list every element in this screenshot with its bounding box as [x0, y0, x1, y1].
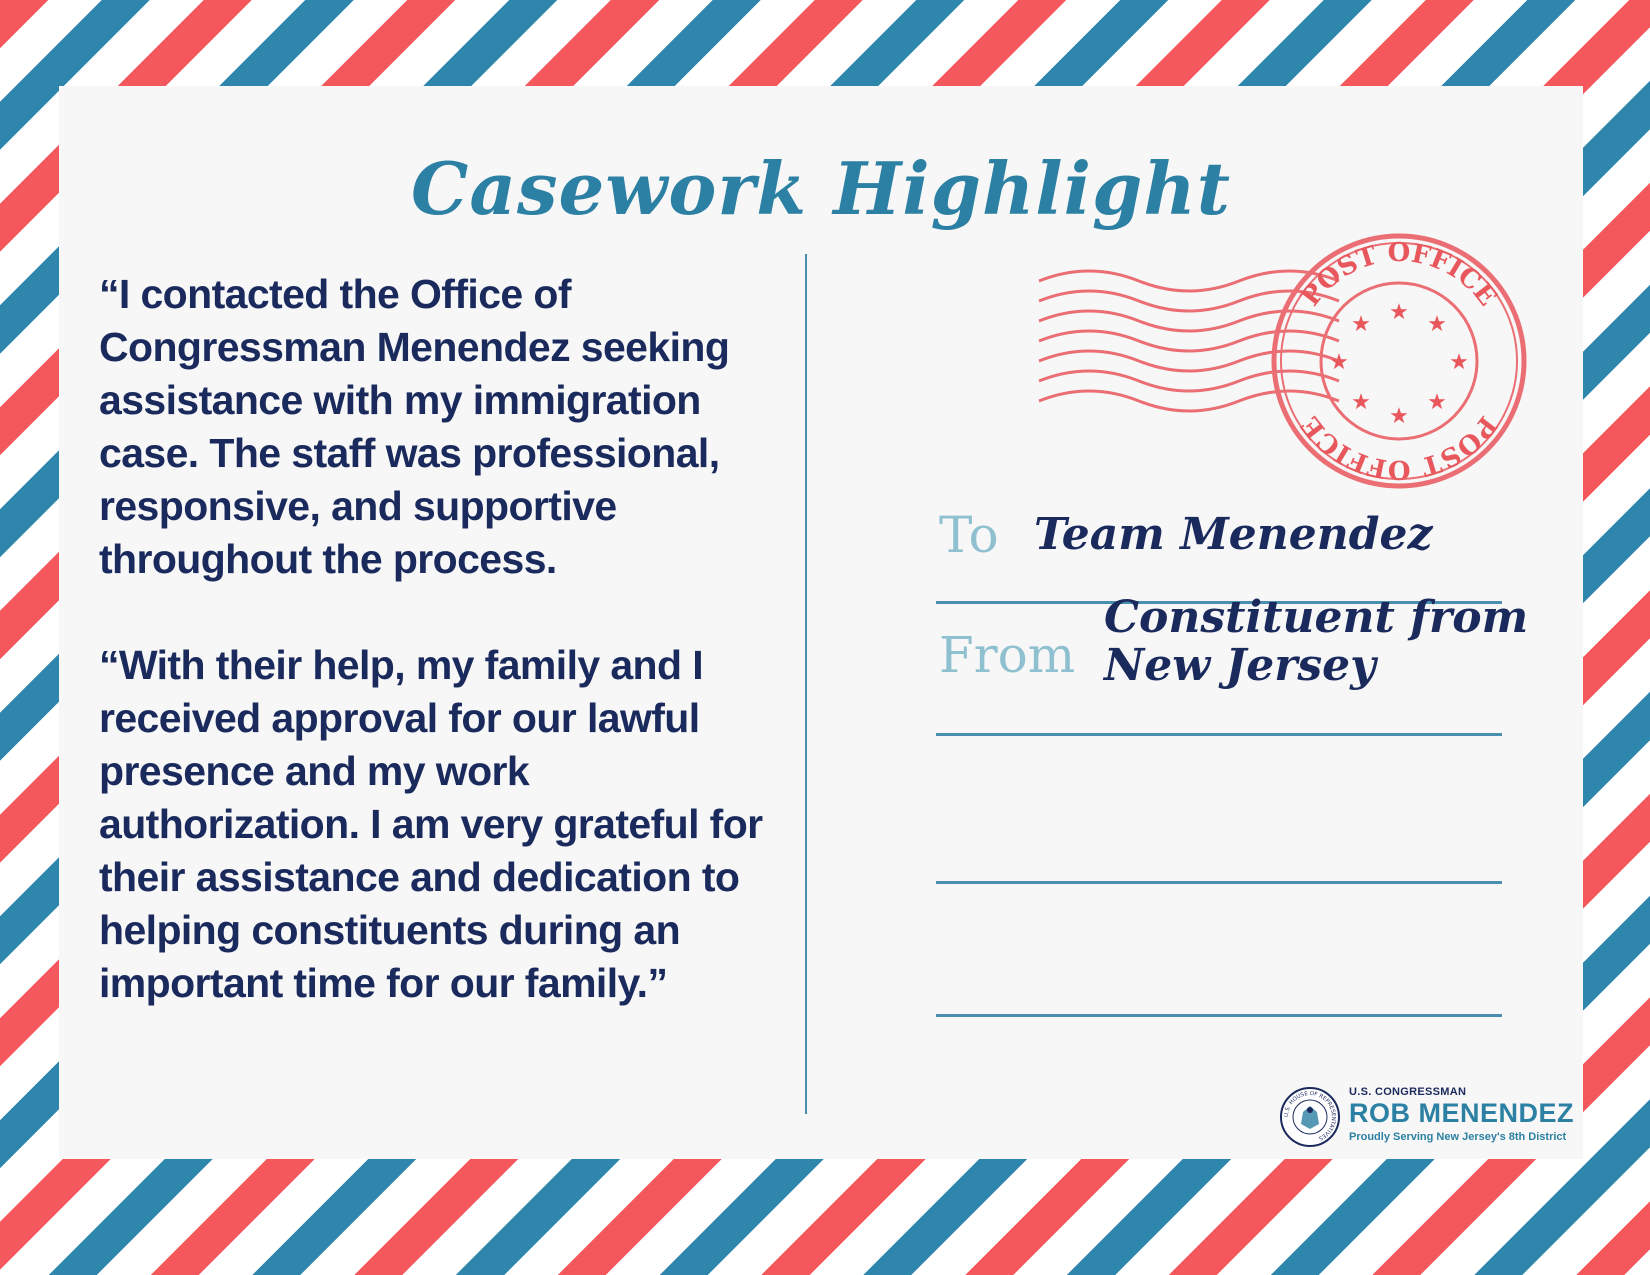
page-title: Casework Highlight: [411, 146, 1231, 231]
to-label: To: [939, 506, 999, 564]
from-value: [1104, 594, 1528, 690]
blank-line-1: [936, 881, 1502, 884]
svg-text:★: ★: [1351, 390, 1371, 415]
blank-line-2: [936, 1014, 1502, 1017]
postmark-stamp-icon: [1029, 191, 1529, 491]
from-underline: [936, 733, 1502, 736]
congressman-logo: [1279, 1082, 1579, 1152]
logo-tagline: Proudly Serving New Jersey's 8th District: [1349, 1131, 1567, 1143]
from-value-line-2: New Jersey: [1104, 640, 1376, 691]
from-label: From: [939, 626, 1076, 684]
quote-paragraph-1: “I contacted the Office of Congressman Menendez seeking assistance with my immigration case. The staff was professional, responsive, and supportive throughout the process.: [99, 271, 730, 582]
house-seal-icon: [1279, 1086, 1341, 1148]
svg-text:★: ★: [1427, 390, 1447, 415]
logo-title-small: U.S. CONGRESSMAN: [1349, 1086, 1467, 1098]
svg-text:★: ★: [1389, 404, 1409, 429]
vertical-divider: [805, 254, 807, 1114]
testimonial-quote: [99, 268, 799, 1010]
postcard: [59, 86, 1583, 1159]
svg-text:★: ★: [1389, 300, 1409, 325]
svg-text:★: ★: [1329, 350, 1349, 375]
stamp-top-text: POST OFFICE: [1295, 238, 1503, 312]
quote-paragraph-2: “With their help, my family and I received approval for our lawful presence and my work authorization. I am very grateful for their assistance and dedication to helping constituents during an important time for our family.”: [99, 642, 763, 1006]
from-value-line-1: Constituent from: [1104, 592, 1529, 643]
logo-name: ROB MENENDEZ: [1349, 1098, 1575, 1128]
seal-text: U.S. HOUSE OF REPRESENTATIVES: [1283, 1090, 1337, 1141]
to-value: Team Menendez: [1034, 509, 1433, 560]
svg-text:★: ★: [1427, 312, 1447, 337]
svg-text:★: ★: [1449, 350, 1469, 375]
stamp-bottom-text: POST OFFICE: [1295, 410, 1503, 484]
svg-text:★: ★: [1351, 312, 1371, 337]
